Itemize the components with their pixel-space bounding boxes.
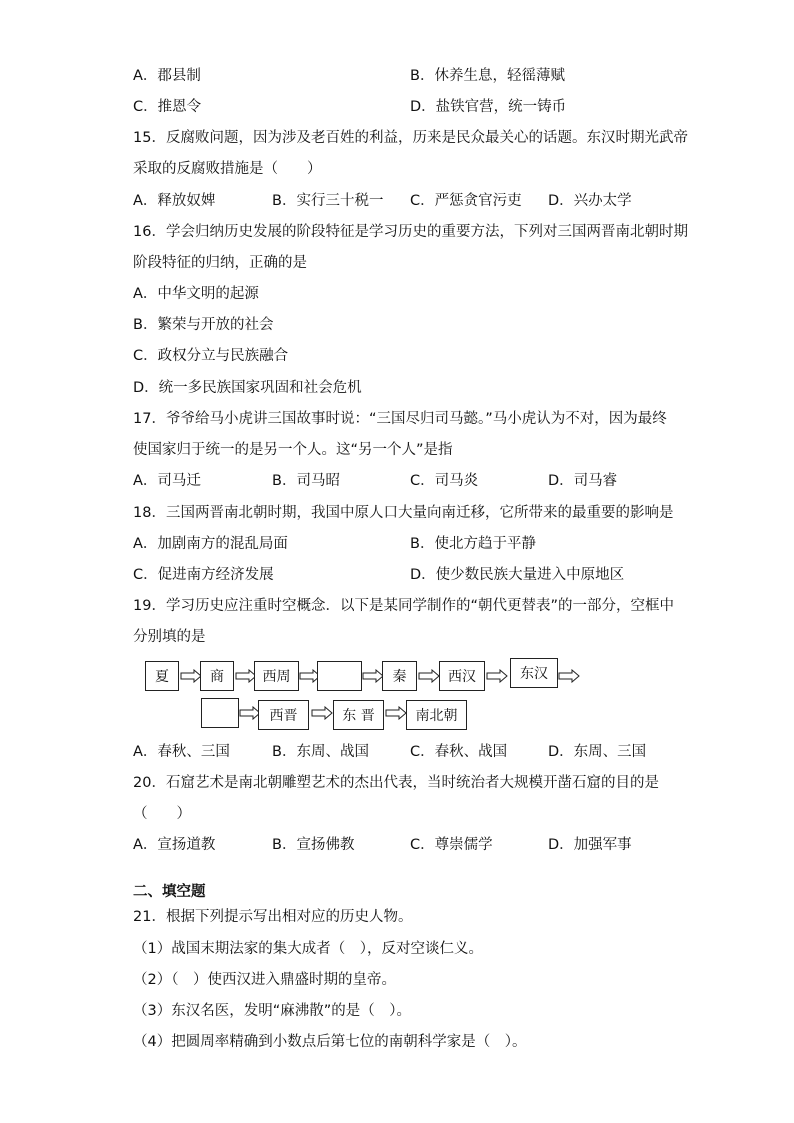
- q21-item-3: （3）东汉名医，发明“麻沸散”的是（ ）。: [133, 1003, 411, 1019]
- q20-option-a: A．宣扬道教: [133, 837, 216, 853]
- q17-stem-line2: 使国家归于统一的是另一个人。这“另一个人”是指: [133, 442, 453, 458]
- q17-option-d: D．司马睿: [548, 473, 618, 489]
- dynasty-box-xia: 夏: [145, 661, 179, 691]
- arrow-icon: [311, 706, 333, 720]
- q15-option-c: C．严惩贪官污吏: [410, 193, 522, 209]
- q15-option-b: B．实行三十税一: [272, 193, 384, 209]
- q16-option-a: A．中华文明的起源: [133, 286, 259, 302]
- q17-option-a: A．司马迁: [133, 473, 201, 489]
- q19-option-d: D．东周、三国: [548, 744, 647, 760]
- arrow-icon: [385, 706, 407, 720]
- arrow-icon: [486, 669, 508, 683]
- dynasty-box-northern-southern: 南北朝: [406, 700, 467, 730]
- arrow-icon: [362, 669, 384, 683]
- q16-option-d: D．统一多民族国家巩固和社会危机: [133, 380, 362, 396]
- q19-option-c: C．春秋、战国: [410, 744, 508, 760]
- q15-stem-line2: 采取的反腐败措施是（ ）: [133, 161, 322, 177]
- dynasty-box-eastern-han: 东汉: [510, 658, 558, 688]
- q15-stem-line1: 15．反腐败问题，因为涉及老百姓的利益，历来是民众最关心的话题。东汉时期光武帝: [133, 130, 688, 146]
- q21-item-2: （2）（ ）使西汉进入鼎盛时期的皇帝。: [133, 972, 396, 988]
- q18-option-d: D．使少数民族大量进入中原地区: [410, 567, 625, 583]
- dynasty-box-blank-2: [201, 698, 239, 728]
- q16-option-b: B．繁荣与开放的社会: [133, 317, 274, 333]
- dynasty-box-western-han: 西汉: [439, 661, 485, 691]
- q18-option-c: C．促进南方经济发展: [133, 567, 274, 583]
- q21-item-1: （1）战国末期法家的集大成者（ ），反对空谈仁义。: [133, 941, 483, 957]
- dynasty-box-western-zhou: 西周: [254, 661, 299, 691]
- q20-stem-line1: 20．石窟艺术是南北朝雕塑艺术的杰出代表，当时统治者大规模开凿石窟的目的是: [133, 775, 659, 791]
- q20-option-d: D．加强军事: [548, 837, 632, 853]
- arrow-icon: [558, 669, 580, 683]
- dynasty-box-western-jin: 西晋: [258, 700, 309, 730]
- q16-option-c: C．政权分立与民族融合: [133, 348, 289, 364]
- q20-stem-line2: （ ）: [133, 806, 191, 822]
- q21-item-4: （4）把圆周率精确到小数点后第七位的南朝科学家是（ ）。: [133, 1034, 527, 1050]
- dynasty-box-blank-1: [317, 661, 362, 691]
- q14-option-d: D．盐铁官营，统一铸币: [410, 99, 567, 115]
- dynasty-box-shang: 商: [200, 661, 234, 691]
- q14-option-c: C．推恩令: [133, 99, 202, 115]
- q17-option-b: B．司马昭: [272, 473, 340, 489]
- q15-option-d: D．兴办太学: [548, 193, 632, 209]
- q21-stem: 21．根据下列提示写出相对应的历史人物。: [133, 909, 413, 925]
- q19-stem-line1: 19．学习历史应注重时空概念．以下是某同学制作的“朝代更替表”的一部分，空框中: [133, 598, 674, 614]
- q18-option-b: B．使北方趋于平静: [410, 536, 536, 552]
- q19-option-b: B．东周、战国: [272, 744, 369, 760]
- q19-stem-line2: 分别填的是: [133, 629, 206, 645]
- dynasty-box-qin: 秦: [382, 661, 417, 691]
- q20-option-b: B．宣扬佛教: [272, 837, 355, 853]
- section-title: 二、填空题: [133, 884, 206, 900]
- arrow-icon: [418, 669, 440, 683]
- q20-option-c: C．尊崇儒学: [410, 837, 493, 853]
- q19-option-a: A．春秋、三国: [133, 744, 230, 760]
- q17-option-c: C．司马炎: [410, 473, 479, 489]
- q15-option-a: A．释放奴婢: [133, 193, 216, 209]
- q17-stem-line1: 17．爷爷给马小虎讲三国故事时说：“三国尽归司马懿。”马小虎认为不对，因为最终: [133, 411, 667, 427]
- q14-option-b: B．休养生息，轻徭薄赋: [410, 68, 565, 84]
- q16-stem-line1: 16．学会归纳历史发展的阶段特征是学习历史的重要方法，下列对三国两晋南北朝时期: [133, 224, 688, 240]
- q18-option-a: A．加剧南方的混乱局面: [133, 536, 288, 552]
- q14-option-a: A．郡县制: [133, 68, 201, 84]
- dynasty-box-eastern-jin: 东 晋: [333, 700, 384, 730]
- q18-stem: 18．三国两晋南北朝时期，我国中原人口大量向南迁移，它所带来的最重要的影响是: [133, 505, 674, 521]
- arrow-icon: [180, 669, 202, 683]
- q16-stem-line2: 阶段特征的归纳，正确的是: [133, 255, 307, 271]
